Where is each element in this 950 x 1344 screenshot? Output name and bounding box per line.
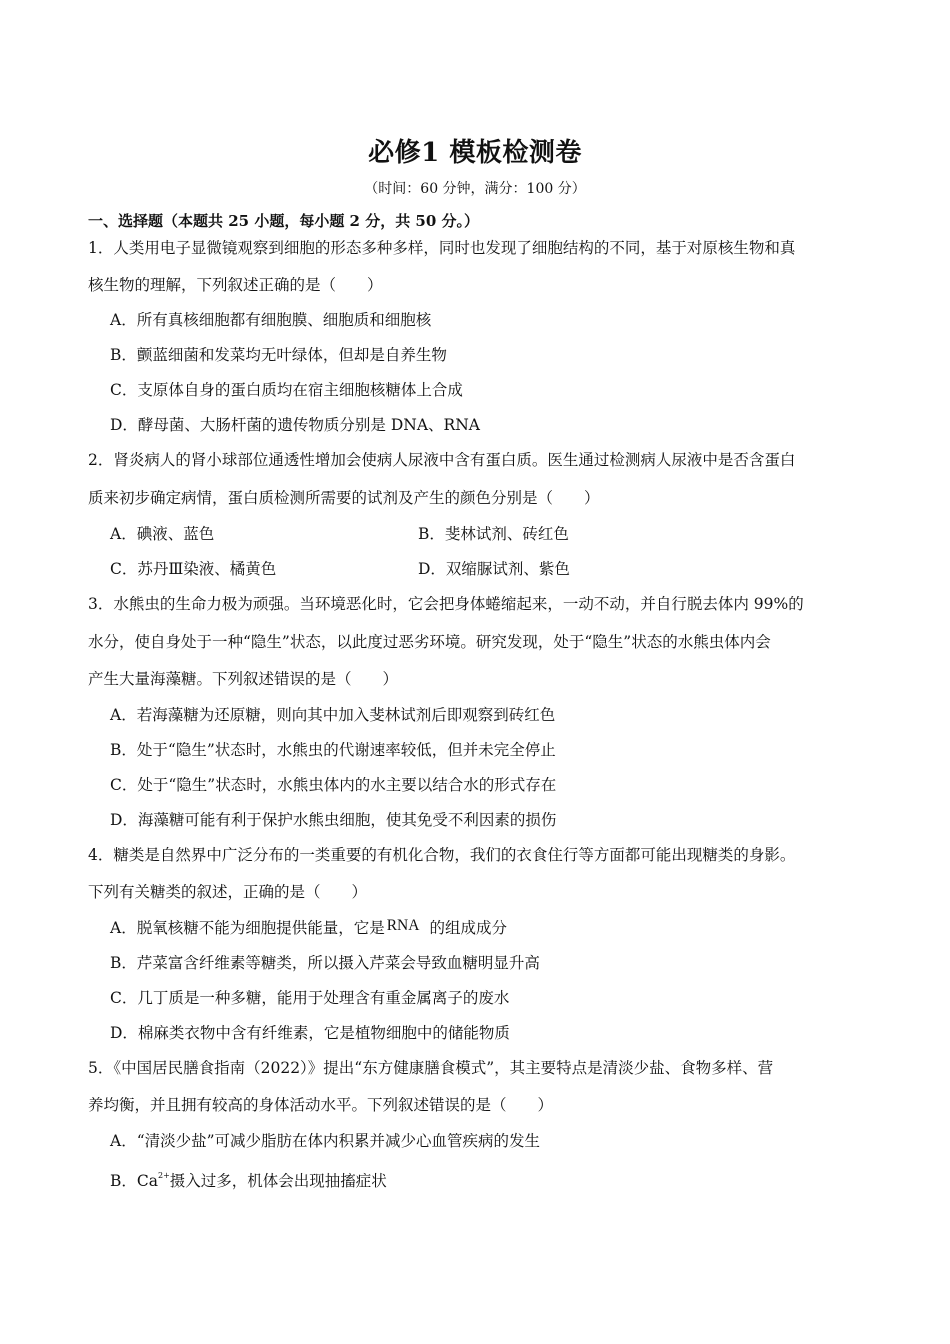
question-5-stem-line-2: 养均衡，并且拥有较高的身体活动水平。下列叙述错误的是（ ） <box>88 1096 554 1114</box>
question-1-option-a: A．所有真核细胞都有细胞膜、细胞质和细胞核 <box>110 311 432 329</box>
question-3-option-a: A．若海藻糖为还原糖，则向其中加入斐林试剂后即观察到砖红色 <box>110 706 556 724</box>
question-2-option-c: C．苏丹Ⅲ染液、橘黄色 <box>110 560 277 578</box>
rna-term: RNA <box>386 917 420 934</box>
section-heading: 一、选择题（本题共 25 小题，每小题 2 分，共 50 分。） <box>88 212 480 230</box>
question-5-option-a: A．“清淡少盐”可减少脂肪在体内积累并减少心血管疾病的发生 <box>110 1132 541 1150</box>
question-1-stem-line-1: 1．人类用电子显微镜观察到细胞的形态多种多样，同时也发现了细胞结构的不同，基于对原核生物和真 <box>88 239 796 257</box>
question-4-option-a-text-end: 的组成成分 <box>429 919 507 937</box>
question-1-stem-line-2: 核生物的理解，下列叙述正确的是（ ） <box>88 276 383 294</box>
question-2-option-b: B．斐林试剂、砖红色 <box>418 525 569 543</box>
question-2-option-d: D．双缩脲试剂、紫色 <box>418 560 570 578</box>
question-4-stem-line-2: 下列有关糖类的叙述，正确的是（ ） <box>88 883 368 901</box>
question-4-option-b: B．芹菜富含纤维素等糖类，所以摄入芹菜会导致血糖明显升高 <box>110 954 540 972</box>
question-4-option-a-text: A．脱氧核糖不能为细胞提供能量，它是 <box>110 919 385 937</box>
question-5-option-b-text: B．Ca <box>110 1172 158 1190</box>
question-2-stem-line-1: 2．肾炎病人的肾小球部位通透性增加会使病人尿液中含有蛋白质。医生通过检测病人尿液中是否含蛋白 <box>88 451 796 469</box>
question-3-stem-line-1: 3．水熊虫的生命力极为顽强。当环境恶化时，它会把身体蜷缩起来，一动不动，并自行脱去体内 99%的 <box>88 595 804 613</box>
exam-title: 必修1 模板检测卷 <box>368 138 582 168</box>
question-3-option-b: B．处于“隐生”状态时，水熊虫的代谢速率较低，但并未完全停止 <box>110 741 556 759</box>
question-4-option-a <box>110 918 507 939</box>
question-3-stem-line-3: 产生大量海藻糖。下列叙述错误的是（ ） <box>88 670 399 688</box>
question-3-option-c: C．处于“隐生”状态时，水熊虫体内的水主要以结合水的形式存在 <box>110 776 557 794</box>
question-1-option-d: D．酵母菌、大肠杆菌的遗传物质分别是 DNA、RNA <box>110 416 480 434</box>
question-1-option-c: C．支原体自身的蛋白质均在宿主细胞核糖体上合成 <box>110 381 463 399</box>
calcium-charge: 2+ <box>158 1171 170 1180</box>
question-2-option-a: A．碘液、蓝色 <box>110 525 215 543</box>
question-5-option-b-text-end: 摄入过多，机体会出现抽搐症状 <box>169 1172 387 1190</box>
question-4-option-c: C．几丁质是一种多糖，能用于处理含有重金属离子的废水 <box>110 989 510 1007</box>
question-4-option-d: D．棉麻类衣物中含有纤维素，它是植物细胞中的储能物质 <box>110 1024 510 1042</box>
question-1-option-b: B．颤蓝细菌和发菜均无叶绿体，但却是自养生物 <box>110 346 447 364</box>
exam-subtitle: （时间：60 分钟，满分：100 分） <box>364 181 586 197</box>
question-4-stem-line-1: 4．糖类是自然界中广泛分布的一类重要的有机化合物，我们的衣食住行等方面都可能出现糖类的身影。 <box>88 846 796 864</box>
question-3-option-d: D．海藻糖可能有利于保护水熊虫细胞，使其免受不利因素的损伤 <box>110 811 557 829</box>
question-3-stem-line-2: 水分，使自身处于一种“隐生”状态，以此度过恶劣环境。研究发现，处于“隐生”状态的水熊虫体内会 <box>88 633 771 651</box>
question-2-stem-line-2: 质来初步确定病情，蛋白质检测所需要的试剂及产生的颜色分别是（ ） <box>88 489 600 507</box>
question-5-option-b <box>110 1166 387 1191</box>
question-5-stem-line-1: 5．《中国居民膳食指南（2022）》提出“东方健康膳食模式”，其主要特点是清淡少盐、食物多样、营 <box>88 1059 774 1077</box>
